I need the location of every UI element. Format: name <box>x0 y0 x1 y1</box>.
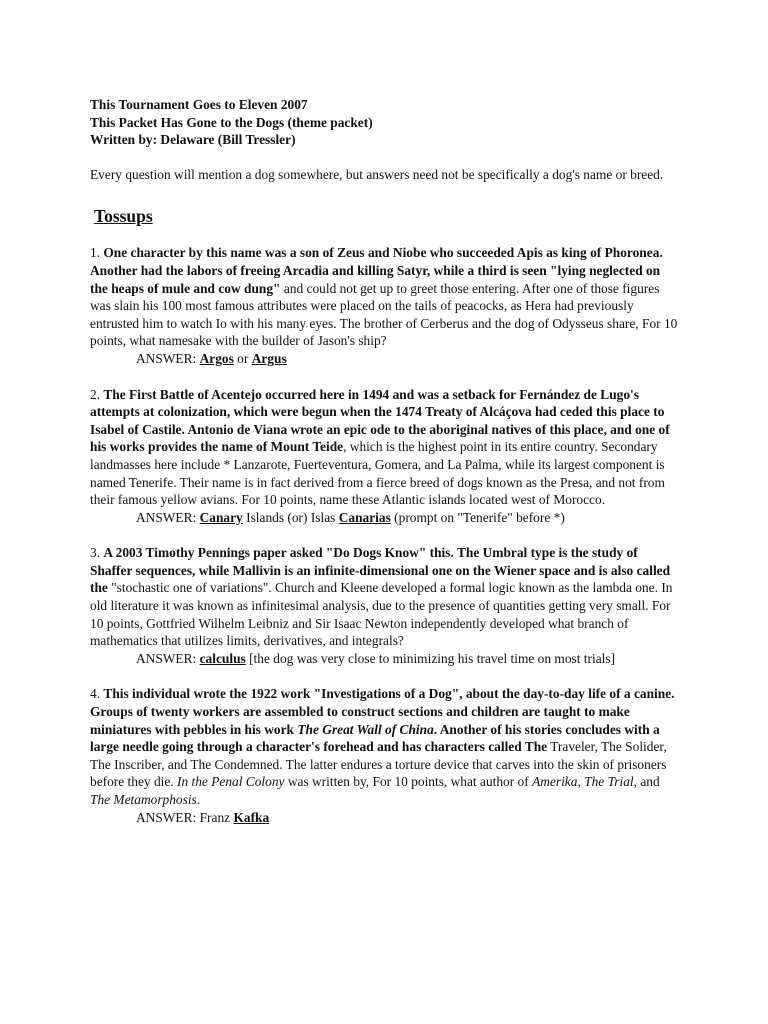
section-title: Tossups <box>94 206 153 227</box>
answer-connector: Islands (or) Islas <box>242 509 339 525</box>
question-number: 1. <box>90 245 104 261</box>
answer-line <box>90 350 680 368</box>
question-bold-text-2: . Another of his stories concludes with a large needle going through a character's forehead and has characters called The <box>90 721 660 755</box>
answer-label: ANSWER: <box>136 350 200 366</box>
question-plain-text: "stochastic one of variations". Church and Kleene developed a formal logic known as the lambda one. In old literature it was known as infinitesimal analysis, due to the presence of quantities getting very small. For 10 points, Gottfried Wilhelm Leibniz and Sir Isaac Newton independently developed what branch of mathematics that utilizes limits, derivatives, and integrals? <box>90 580 673 649</box>
packet-author: Written by: Delaware (Bill Tressler) <box>90 132 296 148</box>
answer-primary: Argos <box>199 350 234 366</box>
question-plain-text: , <box>577 774 585 790</box>
answer-label: ANSWER: Franz <box>136 809 234 825</box>
tossup-4 <box>90 685 680 826</box>
answer-label: ANSWER: <box>136 509 200 525</box>
answer-primary: Kafka <box>233 809 270 825</box>
question-bold-text: One character by this name was a son of Zeus and Niobe who succeeded Apis as king of Phoronea. Another had the labors of freeing Arcadia and killing Satyr, while a third is seen "lying neglected on the heaps of mule and cow dung" <box>90 245 663 296</box>
question-text <box>90 544 680 650</box>
answer-alternate: Argus <box>251 350 287 366</box>
answer-note: (prompt on "Tenerife" before *) <box>390 509 565 525</box>
tossup-1 <box>90 244 680 367</box>
question-bold-text: The First Battle of Acentejo occurred here in 1494 and was a setback for Fernández de Lugo's attempts at colonization, which were begun when the 1474 Treaty of Alcáçova had ceded this place to Isabel of Castile. Antonio de Viana wrote an epic ode to the aboriginal natives of this place, and one of his works provides the name of Mount Teide <box>90 386 670 455</box>
question-text <box>90 685 680 808</box>
question-number: 2. <box>90 386 104 402</box>
tossup-3 <box>90 544 680 667</box>
question-bold-text: A 2003 Timothy Pennings paper asked "Do Dogs Know" this. The Umbral type is the study of Shaffer sequences, while Mallivin is an infinite-dimensional one on the Wiener space and is also called the <box>90 545 671 596</box>
question-plain-text: was written by, For 10 points, what author of <box>284 774 533 790</box>
answer-line <box>90 809 680 827</box>
answer-note: [the dog was very close to minimizing his travel time on most trials] <box>245 650 616 666</box>
answer-alternate: Canarias <box>338 509 391 525</box>
work-title: The Trial <box>584 774 634 790</box>
answer-line <box>90 509 680 527</box>
intro-paragraph: Every question will mention a dog somewhere, but answers need not be specifically a dog's name or breed. <box>90 166 664 182</box>
document-page <box>90 96 680 826</box>
answer-connector: or <box>233 350 252 366</box>
question-plain-text: and could not get up to greet those entering. After one of those figures was slain his 100 most famous attributes were placed on the tails of peacocks, as Hera had previously entrusted him to watch Io with his many eyes. The brother of Cerberus and the dog of Odysseus share, For 10 points, what namesake with the builder of Jason's ship? <box>90 280 678 349</box>
question-plain-text: . <box>196 792 201 807</box>
answer-primary: Canary <box>199 509 243 525</box>
answer-primary: calculus <box>199 650 246 666</box>
work-title: Amerika <box>532 774 578 790</box>
answer-line <box>90 650 680 668</box>
answer-label: ANSWER: <box>136 650 200 666</box>
question-bold-text: This individual wrote the 1922 work "Investigations of a Dog", about the day-to-day life of a canine. Groups of twenty workers are assembled to construct sections and children are taught to make miniatures with pebbles in his work <box>90 686 675 737</box>
question-text <box>90 386 680 509</box>
packet-subtitle: This Packet Has Gone to the Dogs (theme packet) <box>90 114 373 130</box>
question-plain-text: , which is the highest point in its entire country. Secondary landmasses here include * Lanzarote, Fuerteventura, Gomera, and La Palma, while its largest component is named Tenerife. Their name is in fact derived from a fierce breed of dogs known as the Presa, and not from their famous yellow avians. For 10 points, name these Atlantic islands located west of Morocco. <box>90 439 665 508</box>
question-number: 3. <box>90 545 104 561</box>
packet-title: This Tournament Goes to Eleven 2007 <box>90 97 308 112</box>
question-number: 4. <box>90 686 104 702</box>
question-text <box>90 244 680 350</box>
question-plain-text: , and <box>633 774 660 790</box>
tossup-2 <box>90 386 680 527</box>
work-title: In the Penal Colony <box>177 774 285 790</box>
question-plain-text: Traveler, The Solider, The Inscriber, and The Condemned. The latter endures a torture device that carves into the skin of prisoners before they die. <box>90 739 667 790</box>
work-title: The Metamorphosis <box>90 792 197 807</box>
question-bold-italic-title: The Great Wall of China <box>297 721 434 737</box>
